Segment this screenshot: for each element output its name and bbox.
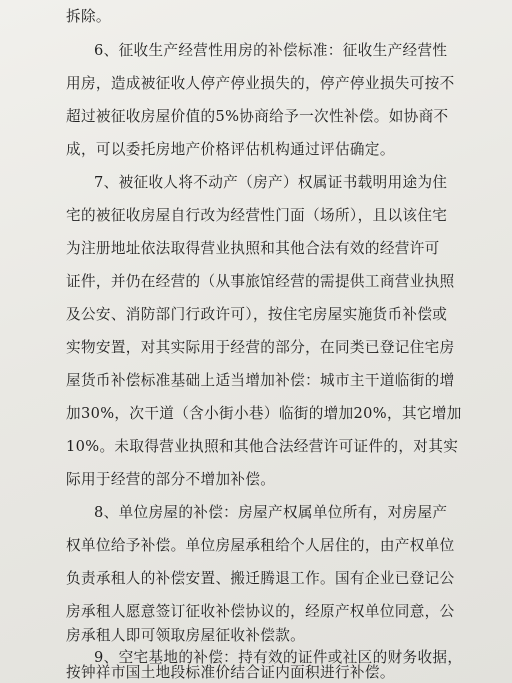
text-line-7: 宅的被征收房屋自行改为经营性门面（场所），且以该住宅 [66, 207, 448, 224]
text-line-3: 用房，造成被征收人停产停业损失的，停产停业损失可按不 [66, 75, 455, 92]
text-line-14: 10%。未取得营业执照和其他合法经营许可证件的，对其实 [66, 438, 459, 455]
text-line-17: 权单位给予补偿。单位房屋承租给个人居住的，由产权单位 [66, 537, 455, 554]
text-line-18: 负责承租人的补偿安置、搬迁腾退工作。国有企业已登记公 [66, 570, 455, 587]
text-line-15: 际用于经营的部分不增加补偿。 [66, 471, 276, 488]
text-line-20: 房承租人即可领取房屋征收补偿款。 [66, 627, 306, 644]
section-7-heading-line: 7、被征收人将不动产（房产）权属证书载明用途为住 [94, 174, 448, 191]
section-8-heading-line: 8、单位房屋的补偿：房屋产权属单位所有，对房屋产 [94, 504, 448, 521]
text-line-1: 拆除。 [66, 8, 111, 25]
text-line-19: 房承租人愿意签订征收补偿协议的，经原产权单位同意，公 [66, 603, 455, 620]
text-line-13: 加30%，次干道（含小街小巷）临街的增加20%，其它增加 [66, 405, 462, 422]
text-line-5: 成，可以委托房地产价格评估机构通过评估确定。 [66, 141, 395, 158]
text-line-11: 实物安置，对其实际用于经营的部分，在同类已登记住宅房 [66, 339, 455, 356]
text-line-12: 屋货币补偿标准基础上适当增加补偿：城市主干道临街的增 [66, 372, 455, 389]
text-line-8: 为注册地址依法取得营业执照和其他合法有效的经营许可 [66, 240, 440, 257]
text-line-9: 证件，并仍在经营的（从事旅馆经营的需提供工商营业执照 [66, 273, 455, 290]
section-9-heading-line: 9、空宅基地的补偿：持有效的证件或社区的财务收据， [94, 649, 463, 666]
text-line-10: 及公安、消防部门行政许可），按住宅房屋实施货币补偿或 [66, 306, 448, 323]
text-line-22: 按钟祥市国土地段标准价结合证内面积进行补偿。 [66, 664, 395, 681]
text-line-4: 超过被征收房屋价值的5%协商给予一次性补偿。如协商不 [66, 108, 449, 125]
section-6-heading-line: 6、征收生产经营性用房的补偿标准：征收生产经营性 [94, 42, 448, 59]
